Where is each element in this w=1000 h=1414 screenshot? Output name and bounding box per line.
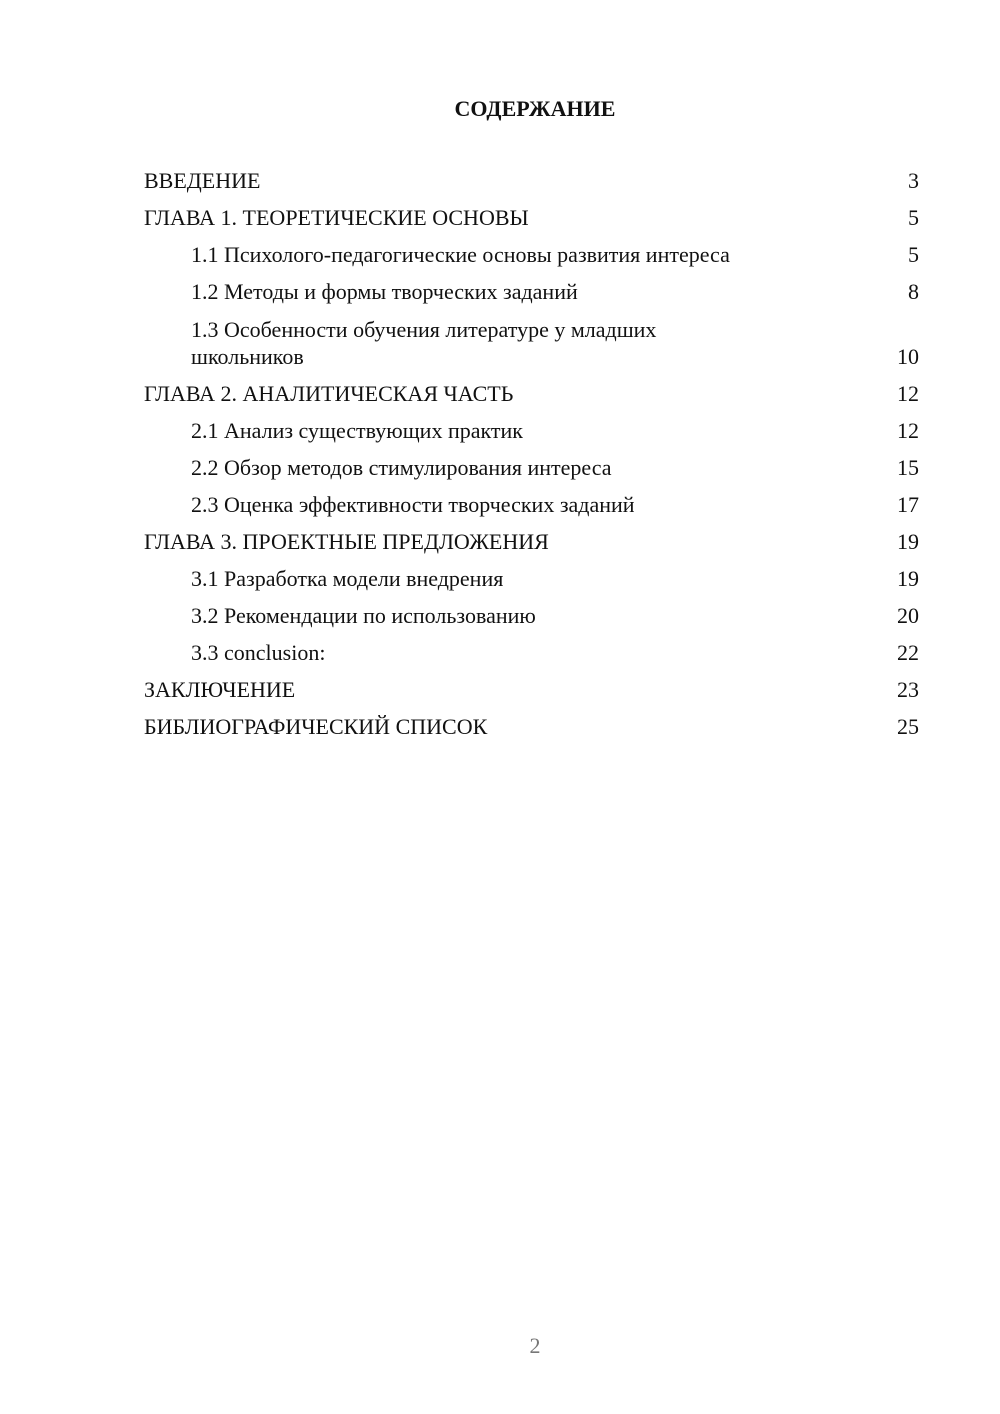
toc-entry-label: 1.3 Особенности обучения литературе у младших школьников (191, 317, 657, 369)
toc-entry-2-1[interactable] (144, 418, 919, 444)
table-of-contents (144, 168, 919, 751)
toc-entry-page: 20 (897, 603, 919, 628)
toc-entry-bibliography[interactable] (144, 714, 919, 740)
toc-entry-conclusion[interactable] (144, 677, 919, 703)
toc-entry-introduction[interactable] (144, 168, 919, 194)
toc-entry-label: ЗАКЛЮЧЕНИЕ (144, 677, 296, 702)
toc-entry-2-2[interactable] (144, 455, 919, 481)
toc-entry-label: 2.3 Оценка эффективности творческих заданий (191, 492, 635, 517)
toc-entry-page: 5 (908, 205, 919, 230)
toc-entry-page: 3 (908, 168, 919, 193)
toc-entry-1-2[interactable] (144, 279, 919, 305)
toc-entry-label: БИБЛИОГРАФИЧЕСКИЙ СПИСОК (144, 714, 488, 739)
toc-entry-2-3[interactable] (144, 492, 919, 518)
page-number: 2 (529, 1333, 541, 1358)
toc-entry-page: 17 (897, 492, 919, 517)
toc-entry-label: 3.2 Рекомендации по использованию (191, 603, 536, 628)
toc-entry-page: 15 (897, 455, 919, 480)
toc-entry-3-2[interactable] (144, 603, 919, 629)
toc-entry-label: 2.2 Обзор методов стимулирования интереса (191, 455, 612, 480)
toc-entry-label: 2.1 Анализ существующих практик (191, 418, 523, 443)
toc-entry-label: 3.1 Разработка модели внедрения (191, 566, 504, 591)
toc-entry-page: 25 (897, 714, 919, 739)
toc-entry-1-1[interactable] (144, 242, 919, 268)
toc-entry-page: 19 (897, 529, 919, 554)
toc-entry-3-3[interactable] (144, 640, 919, 666)
toc-entry-chapter-1[interactable] (144, 205, 919, 231)
toc-entry-label: 3.3 conclusion: (191, 640, 326, 665)
toc-entry-chapter-2[interactable] (144, 381, 919, 407)
toc-entry-1-3[interactable] (144, 316, 919, 370)
toc-entry-page: 8 (908, 279, 919, 304)
toc-entry-page: 12 (897, 381, 919, 406)
toc-entry-page: 22 (897, 640, 919, 665)
toc-entry-3-1[interactable] (144, 566, 919, 592)
toc-entry-label: 1.2 Методы и формы творческих заданий (191, 279, 578, 304)
toc-entry-page: 19 (897, 566, 919, 591)
toc-entry-chapter-3[interactable] (144, 529, 919, 555)
toc-entry-page: 23 (897, 677, 919, 702)
toc-entry-label: ГЛАВА 3. ПРОЕКТНЫЕ ПРЕДЛОЖЕНИЯ (144, 529, 549, 554)
toc-entry-label: ГЛАВА 2. АНАЛИТИЧЕСКАЯ ЧАСТЬ (144, 381, 514, 406)
toc-title: СОДЕРЖАНИЕ (454, 96, 616, 121)
toc-entry-page: 12 (897, 418, 919, 443)
toc-entry-label: 1.1 Психолого-педагогические основы развития интереса (191, 242, 730, 267)
toc-entry-label: ГЛАВА 1. ТЕОРЕТИЧЕСКИЕ ОСНОВЫ (144, 205, 529, 230)
toc-entry-page: 10 (897, 344, 919, 369)
toc-entry-label: ВВЕДЕНИЕ (144, 168, 261, 193)
toc-entry-page: 5 (908, 242, 919, 267)
